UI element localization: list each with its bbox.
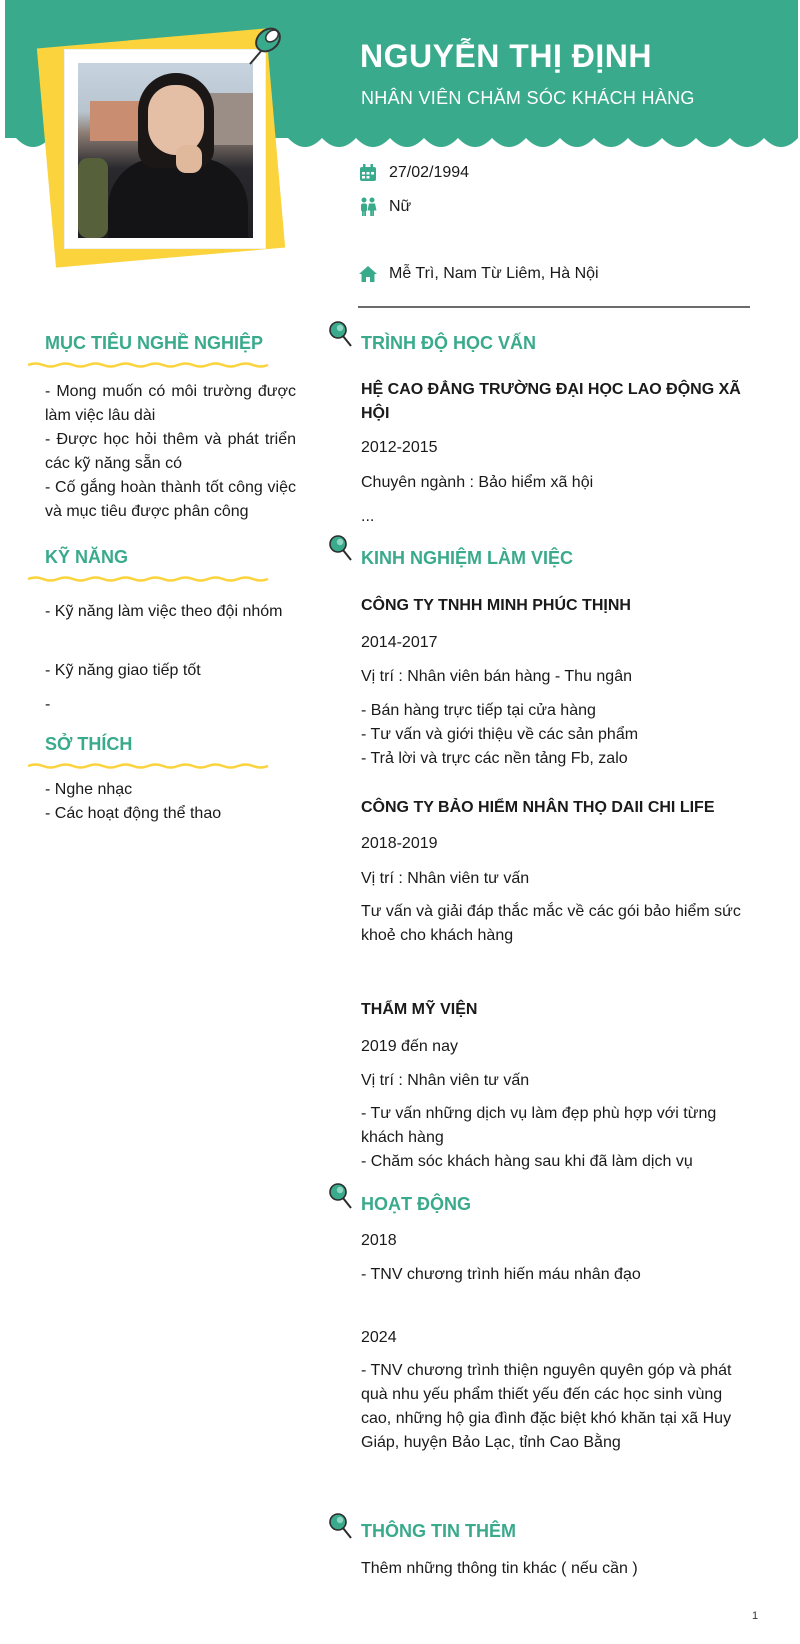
activity-desc: - TNV chương trình hiến máu nhân đạo: [361, 1266, 641, 1283]
objective-line: - Được học hỏi thêm và phát triển các kỹ năng sẵn có: [45, 431, 296, 472]
job-position: Vị trí : Nhân viên tư vấn: [361, 870, 530, 887]
company-name: CÔNG TY BẢO HIỂM NHÂN THỌ DAII CHI LIFE: [361, 799, 715, 816]
job-detail-line: - Trả lời và trực các nền tảng Fb, zalo: [361, 750, 628, 767]
job-detail-line: - Bán hàng trực tiếp tại cửa hàng: [361, 702, 596, 719]
school-name: HỆ CAO ĐẲNG TRƯỜNG ĐẠI HỌC LAO ĐỘNG XÃ HỘI: [361, 381, 741, 422]
objective-underline: [28, 358, 278, 376]
candidate-name: NGUYỄN THỊ ĐỊNH: [360, 38, 652, 74]
pushpin-icon: [327, 1182, 353, 1215]
hobbies-title: SỞ THÍCH: [45, 734, 133, 754]
job-title: NHÂN VIÊN CHĂM SÓC KHÁCH HÀNG: [361, 88, 695, 108]
activity-year: 2018: [361, 1232, 397, 1249]
company-name: CÔNG TY TNHH MINH PHÚC THỊNH: [361, 597, 631, 614]
pushpin-icon: [327, 320, 353, 353]
address-value: Mễ Trì, Nam Từ Liêm, Hà Nội: [389, 265, 599, 282]
hobbies-text: [45, 778, 296, 826]
education-title: TRÌNH ĐỘ HỌC VẤN: [361, 333, 536, 353]
job-details: [361, 900, 741, 948]
gender-value: Nữ: [389, 198, 412, 215]
extra-info-text: Thêm những thông tin khác ( nếu cần ): [361, 1560, 638, 1577]
activity-year: 2024: [361, 1329, 397, 1346]
pushpin-icon: [327, 1512, 353, 1545]
home-icon: [358, 264, 378, 284]
extra-info-title: THÔNG TIN THÊM: [361, 1521, 516, 1541]
pushpin-icon: [244, 22, 284, 73]
education-more: ...: [361, 508, 375, 525]
education-years: 2012-2015: [361, 439, 438, 456]
job-years: 2014-2017: [361, 634, 438, 651]
education-major: Chuyên ngành : Bảo hiểm xã hội: [361, 474, 594, 491]
skills-underline: [28, 572, 278, 590]
job-detail-line: Tư vấn và giải đáp thắc mắc về các gói bảo hiểm sức khoẻ cho khách hàng: [361, 903, 741, 944]
contact-divider: [358, 306, 750, 308]
experience-title: KINH NGHIỆM LÀM VIỆC: [361, 548, 574, 568]
contact-address: [358, 264, 599, 284]
job-detail-line: - Tư vấn những dịch vụ làm đẹp phù hợp với từng khách hàng: [361, 1105, 717, 1146]
job-position: Vị trí : Nhân viên bán hàng - Thu ngân: [361, 668, 632, 685]
activity-desc: - TNV chương trình thiện nguyên quyên góp và phát quà nhu yếu phẩm thiết yếu đến các học sinh vùng cao, những hộ gia đình đặc biệt khó khăn tại xã Huy Giáp, huyện Bảo Lạc, tỉnh Cao Bằng: [361, 1362, 732, 1451]
skill-item: -: [45, 696, 51, 713]
people-icon: [358, 197, 378, 217]
photo-border: [65, 50, 265, 248]
job-detail-line: - Chăm sóc khách hàng sau khi đã làm dịch vụ: [361, 1153, 693, 1170]
job-details: [361, 699, 741, 771]
skills-title: KỸ NĂNG: [45, 547, 129, 567]
calendar-icon: [358, 163, 378, 183]
pushpin-icon: [327, 534, 353, 567]
company-name: THẨM MỸ VIỆN: [361, 1001, 478, 1018]
objective-text: [45, 380, 296, 524]
job-details: [361, 1102, 741, 1174]
hobby-line: - Các hoạt động thể thao: [45, 805, 222, 822]
skill-item: - Kỹ năng làm việc theo đội nhóm: [45, 603, 283, 620]
hobbies-underline: [28, 759, 278, 777]
objective-title: MỤC TIÊU NGHỀ NGHIỆP: [45, 333, 264, 353]
job-detail-line: - Tư vấn và giới thiệu về các sản phẩm: [361, 726, 639, 743]
page-number: 1: [752, 1610, 759, 1622]
objective-line: - Cố gắng hoàn thành tốt công việc và mục tiêu được phân công: [45, 479, 296, 520]
contact-gender: [358, 197, 411, 217]
job-years: 2018-2019: [361, 835, 438, 852]
profile-photo: [78, 63, 253, 238]
job-years: 2019 đến nay: [361, 1038, 458, 1055]
job-position: Vị trí : Nhân viên tư vấn: [361, 1072, 530, 1089]
dob-value: 27/02/1994: [389, 164, 470, 181]
skill-item: - Kỹ năng giao tiếp tốt: [45, 662, 201, 679]
contact-dob: [358, 163, 469, 183]
hobby-line: - Nghe nhạc: [45, 781, 133, 798]
objective-line: - Mong muốn có môi trường được làm việc lâu dài: [45, 383, 296, 424]
activities-title: HOẠT ĐỘNG: [361, 1194, 471, 1214]
